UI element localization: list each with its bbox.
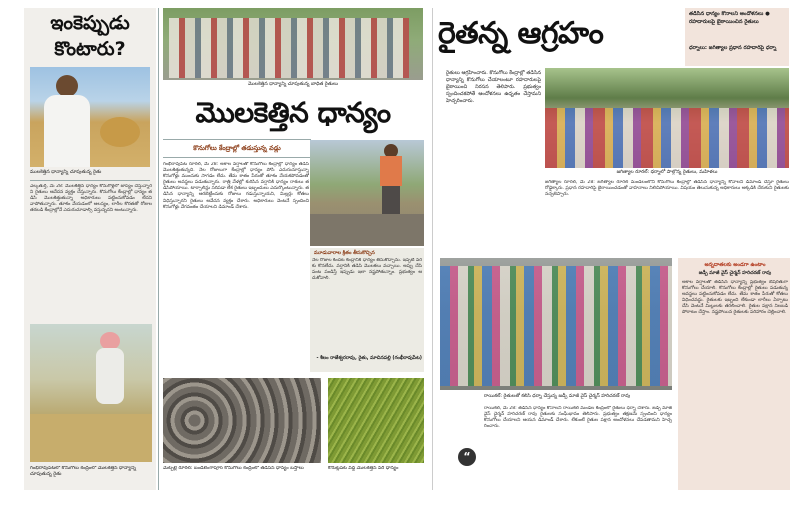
protest-top-caption: జగిత్యాల రూరల్: ధర్నాలో పాల్గొన్న రైతులు, మహిళలు <box>616 170 718 175</box>
side-box-title: మూడువారాల క్రితం తీసుకొచ్చిన <box>314 250 375 256</box>
bullets-box <box>685 8 789 66</box>
bags-photo-caption: మెట్పల్లి రూరల్: బండలింగాపూర్ కొనుగోలు కేంద్రంలో తడిసిన ధాన్యం బస్తాలు <box>163 466 304 471</box>
sidebar-subtitle: జడ్పీ మాజీ వైస్ చైర్మన్ హరిచరణ్ రావు <box>698 271 772 276</box>
protest-photo-top <box>545 68 789 168</box>
road-protest-caption: రాయికల్: రైతులతో కలిసి ధర్నా చేస్తున్న జడ్పీ మాజీ వైస్ చైర్మన్ హరిచరణ్ రావు <box>483 394 631 399</box>
question-headline-2: కొంటారు? <box>54 38 126 60</box>
farmer-photo-caption: ములకెత్తిన ధాన్యాన్ని చూపుతున్న రైతు <box>30 170 102 175</box>
question-box-body: ఎల్కతుర్తి, మే 28: మొలకెత్తిన ధాన్యం కొనుగోళ్లలో జాప్యం చేస్తున్నారని రైతులు ఆవేదన వ్యక్తం చేస్తున్నారు. కొనుగోలు కేంద్రాల్లో ధాన్యం తడిసి మొలకెత్తుతున్నా అధికారులు పట్టించుకోవడం లేదని వాపోతున్నారు. తూకం వేయడంలో ఆలస్యం, లారీల కొరతతో రోజుల తరబడి కేంద్రాల్లోనే ఎదురుచూడాల్సి వస్తున్నదని అంటున్నారు. <box>30 184 152 214</box>
sidebar-body: అకాల వర్షాలతో తడిసిన ధాన్యాన్ని ప్రభుత్వం బేషరతుగా కొనుగోలు చేయాలి. కొనుగోలు కేంద్రాల్లో రైతులు పడుతున్న అవస్థలు పట్టించుకోవడం లేదు. తేమ శాతం పేరుతో కోతలు విధించవద్దు. రైతులకు ఇబ్బంది లేకుండా లారీలు ఏర్పాటు చేసి వెంటనే మిల్లులకు తరలించాలి. రైతుల పక్షాన నిలబడి పోరాటం చేస్తాం. నష్టపోయిన రైతులకు పరిహారం చెల్లించాలి. <box>682 280 788 316</box>
sprouted-paddy-photo <box>328 378 424 463</box>
bottom-article: రాయికల్, మే 28: తడిసిన ధాన్యం కొనాలని రాయికల్ మండల కేంద్రంలో రైతులు ధర్నా చేశారు. జడ్పీ మాజీ వైస్ చైర్మన్ హరిచరణ్ రావు రైతులకు సంఘీభావం తెలిపారు. ప్రభుత్వం తక్షణమే స్పందించి ధాన్యం కొనుగోలు చేయాలని ఆయన డిమాండ్ చేశారు. లేకుంటే రైతుల పక్షాన ఆందోళనలు చేపడతామని హెచ్చరించారు. <box>484 406 672 430</box>
quote-icon: “ <box>458 448 476 466</box>
right-headline: రైతన్న ఆగ్రహం <box>438 16 604 51</box>
bullet-1: తడిసిన ధాన్యం కొనాలని ఆందోళనలు ● రహదారులపై బైఠాయించిన రైతులు <box>689 11 770 25</box>
main-article-body: గంభీరావుపేట రూరల్, మే 28: అకాల వర్షాలతో కొనుగోలు కేంద్రాల్లో ధాన్యం తడిసి మొలకెత్తుతున్నది. నెల రోజులుగా కేంద్రాల్లో ధాన్యం పోసి ఎదురుచూస్తున్నా కొనుగోళ్లు ముందుకు సాగడం లేదు. తేమ శాతం పేరుతో తూకం వేయకపోవడంతో రైతులు అవస్థలు పడుతున్నారు. రాత్రి వేళల్లో కురిసిన వర్షానికి ధాన్యం రాశులు తడిసిపోయాయి. టార్పాలిన్లు సరిపడా లేక రైతులు ఇబ్బందులు ఎదుర్కొంటున్నారు. తడిసిన ధాన్యాన్ని ఆరబెట్టేందుకు రోజులు గడుస్తున్నాయని, మిల్లర్లు కోతలు విధిస్తున్నారని రైతులు ఆవేదన వ్యక్తం చేశారు. అధికారులు వెంటనే స్పందించి కొనుగోళ్లు వేగవంతం చేయాలని డిమాండ్ చేశారు. <box>163 162 309 210</box>
farmer-photo <box>30 67 150 167</box>
bullet-2: ధర్నాలు: జగిత్యాల ప్రధాన రహదారిపై ధర్నా <box>689 45 777 51</box>
intro-text: రైతులు ఆగ్రహించారు. కొనుగోలు కేంద్రాల్లో తడిసిన ధాన్యాన్ని కొనుగోలు చేయాలంటూ రహదారులపై బైఠాయించి నిరసన తెలిపారు. ప్రభుత్వం స్పందించకపోతే ఆందోళనలు ఉధృతం చేస్తామని హెచ్చరించారు. <box>446 70 541 104</box>
sidebar-title: అన్నదాతలకు అండగా ఉంటాం <box>704 262 766 268</box>
wet-bags-photo <box>163 378 321 463</box>
sprouted-grain-photo <box>30 324 152 462</box>
top-photo-caption: మొలకెత్తిన ధాన్యాన్ని చూపుతున్న బాధిత రైతులు <box>247 82 339 87</box>
paddy-photo-caption: కోరుట్లపేట వద్ద మొలకెత్తిన వరి ధాన్యం <box>328 466 399 471</box>
farmers-group-photo <box>163 8 423 80</box>
man-grain-photo <box>310 140 424 246</box>
bottom-left-caption: గంభీరావుపేటలో కొనుగోలు కేంద్రంలో మొలకెత్తిన ధాన్యాన్ని చూపుతున్న రైతు <box>30 466 137 477</box>
main-headline: మొలకెత్తిన ధాన్యం <box>195 96 391 129</box>
protest-photo-road <box>440 258 672 390</box>
side-box-signature: - శీలం రాజేశ్వరరావు, రైతు, మాచినపల్లి (గంభీరావుపేట) <box>316 356 422 361</box>
right-article-body: జగిత్యాల రూరల్, మే 28: జగిత్యాల రూరల్ మండలంలోని కొనుగోలు కేంద్రాల్లో తడిసిన ధాన్యాన్ని కొనాలని డిమాండ్ చేస్తూ రైతులు రోడ్డెక్కారు. ప్రధాన రహదారిపై బైఠాయించడంతో వాహనాలు నిలిచిపోయాయి. విషయం తెలుసుకున్న అధికారులు అక్కడికి చేరుకుని రైతులకు నచ్చజెప్పారు. <box>545 180 789 198</box>
question-headline-1: ఇంకెప్పుడు <box>50 12 130 34</box>
subheadline: కొనుగోలు కేంద్రాల్లో తడుస్తున్న వడ్లు <box>193 144 281 152</box>
side-box-body: నెల రోజుల కిందట కేంద్రానికి ధాన్యం తీసుకొచ్చాను. ఇప్పటి వరకు కొనలేదు. వర్షానికి తడిసి మొలకలు వచ్చాయి. అప్పు చేసి పంట పండిస్తే ఇప్పుడు ఇలా నష్టపోతున్నాం. ప్రభుత్వం ఆదుకోవాలి. <box>312 258 422 282</box>
